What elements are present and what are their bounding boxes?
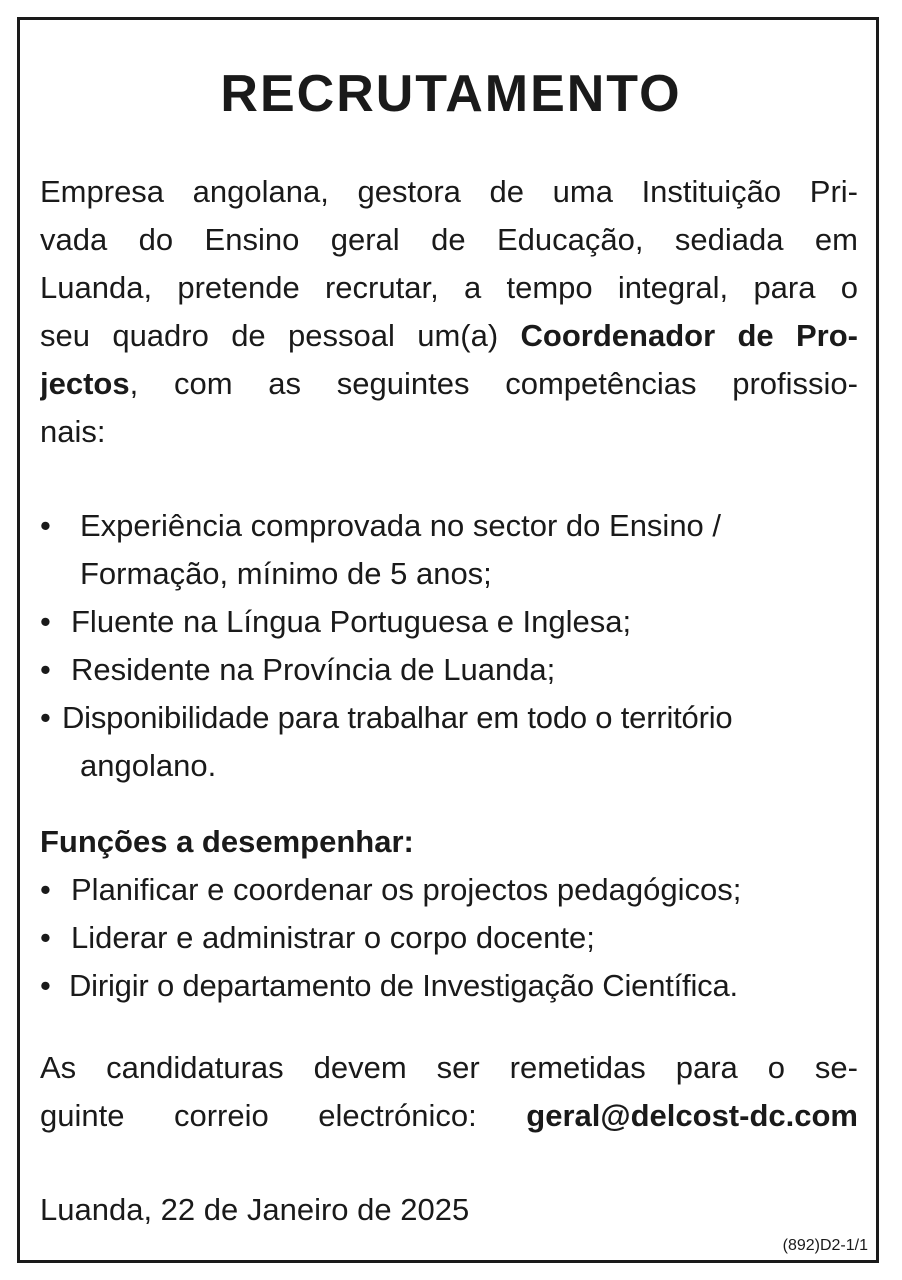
function-bullet-1: • — [40, 872, 51, 907]
intro-line-5-text: , com as seguintes competências profissio- — [129, 366, 858, 401]
ad-title: RECRUTAMENTO — [220, 65, 682, 123]
requirement-2: Fluente na Língua Portuguesa e Inglesa; — [71, 604, 632, 639]
intro-line-3: Luanda, pretende recrutar, a tempo integral, para o — [40, 270, 858, 305]
requirement-4-line-2: angolano. — [80, 748, 217, 783]
requirement-3: Residente na Província de Luanda; — [71, 652, 556, 687]
role-title-part-2: jectos — [40, 366, 130, 401]
functions-heading: Funções a desempenhar: — [40, 824, 414, 859]
date-line: Luanda, 22 de Janeiro de 2025 — [40, 1192, 470, 1227]
requirement-4-line-1: Disponibilidade para trabalhar em todo o território — [62, 700, 733, 735]
intro-line-1: Empresa angolana, gestora de uma Instituição Pri- — [40, 174, 858, 209]
requirement-1-line-1: Experiência comprovada no sector do Ensino / — [80, 508, 722, 543]
function-item-3: Dirigir o departamento de Investigação Científica. — [69, 968, 738, 1003]
function-bullet-3: • — [40, 968, 51, 1003]
requirement-1-line-2: Formação, mínimo de 5 anos; — [80, 556, 492, 591]
intro-line-2: vada do Ensino geral de Educação, sediada em — [40, 222, 858, 257]
application-line-2-text: guinte correio electrónico: — [40, 1098, 477, 1133]
intro-line-6: nais: — [40, 414, 106, 449]
intro-line-4 — [40, 312, 858, 360]
function-item-2: Liderar e administrar o corpo docente; — [71, 920, 595, 955]
requirement-bullet-3: • — [40, 652, 51, 687]
requirement-bullet-1: • — [40, 508, 51, 543]
reference-code: (892)D2-1/1 — [782, 1237, 868, 1254]
intro-line-5 — [40, 360, 858, 408]
intro-line-4-text: seu quadro de pessoal um(a) — [40, 318, 499, 353]
requirement-bullet-2: • — [40, 604, 51, 639]
function-bullet-2: • — [40, 920, 51, 955]
application-line-2 — [40, 1092, 858, 1140]
role-title-part-1: Coordenador de Pro- — [520, 318, 858, 353]
function-item-1: Planificar e coordenar os projectos pedagógicos; — [71, 872, 742, 907]
contact-email[interactable]: geral@delcost-dc.com — [526, 1098, 858, 1133]
requirement-bullet-4: • — [40, 700, 51, 735]
application-line-1: As candidaturas devem ser remetidas para o se- — [40, 1050, 858, 1085]
